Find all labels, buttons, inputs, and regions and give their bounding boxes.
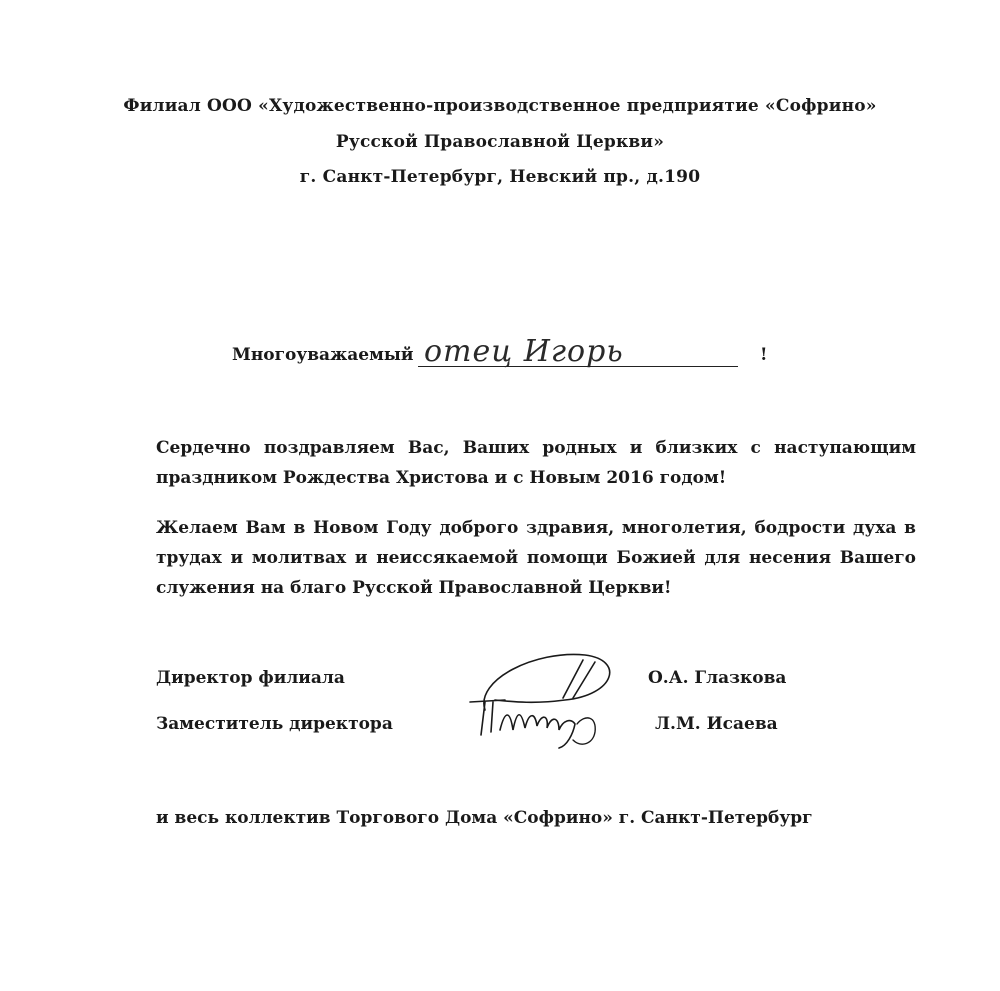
salutation [232,334,792,380]
greeting-paragraph-2 [156,513,916,603]
greeting-paragraph-1 [156,433,916,493]
greeting-text-1: Сердечно поздравляем Вас, Ваших родных и близких с наступающим праздником Рождества Христова и с Новым 2016 годом! [156,438,916,488]
greeting-text-2: Желаем Вам в Новом Году доброго здравия, многолетия, бодрости духа в трудах и молитвах и неиссякаемой помощи Божией для несения Вашего служения на благо Русской Православной Церкви! [156,518,916,598]
name-underline [418,366,738,367]
header-line-2: Русской Православной Церкви» [335,132,665,152]
signatory-title-2: Заместитель директора [156,714,393,734]
salutation-lead: Многоуважаемый [232,345,414,365]
header-line-3: г. Санкт-Петербург, Невский пр., д.190 [299,167,701,187]
handwritten-signature [455,640,635,750]
header-line-1: Филиал ООО «Художественно-производственное предприятие «Софрино» [123,96,877,116]
salutation-end: ! [760,345,768,365]
handwritten-name: отец Игорь [424,334,624,369]
signatory-name-2: Л.М. Исаева [655,714,778,734]
closing-line: и весь коллектив Торгового Дома «Софрино» г. Санкт-Петербург [156,808,813,828]
signatory-name-1: О.А. Глазкова [648,668,787,688]
signatory-title-1: Директор филиала [156,668,345,688]
